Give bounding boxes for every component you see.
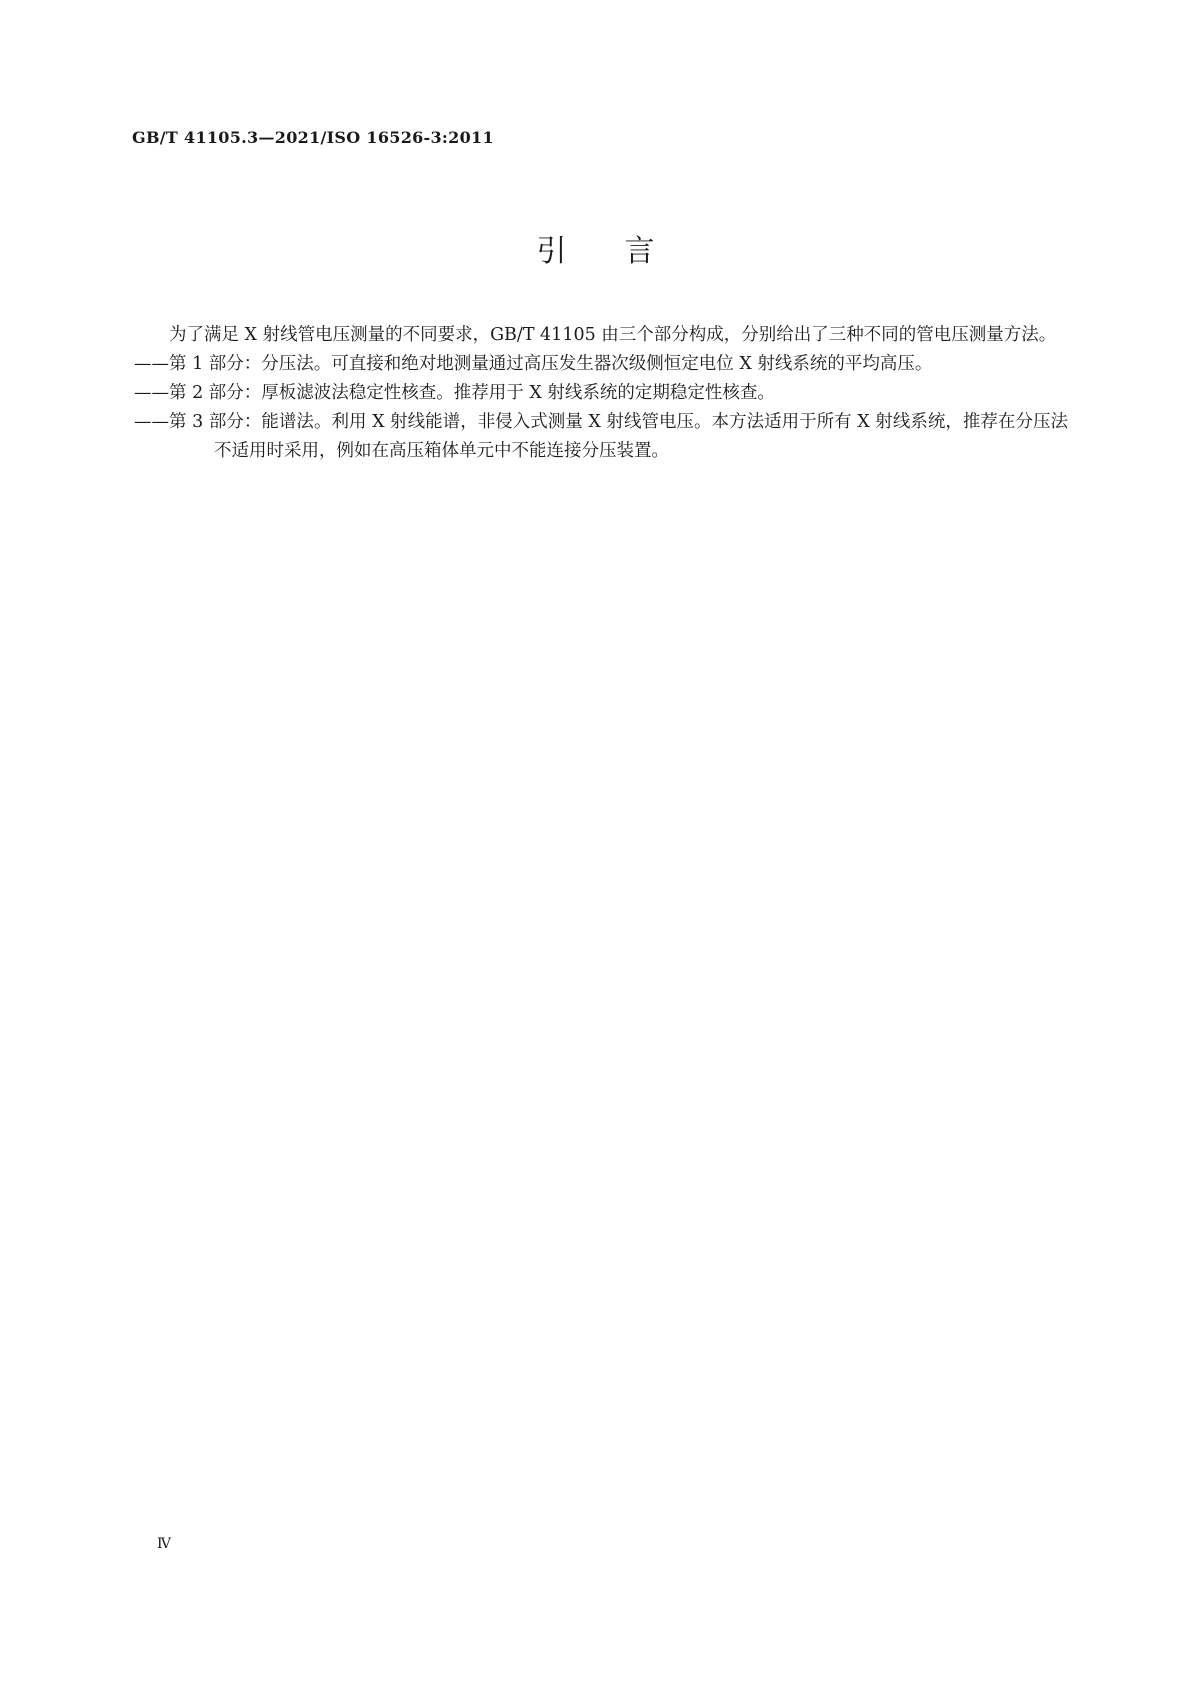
title-char-1: 引 xyxy=(536,234,567,269)
document-body xyxy=(134,321,1068,466)
list-dash: —— xyxy=(134,383,169,403)
list-item-text: 第 1 部分：分压法。可直接和绝对地测量通过高压发生器次级侧恒定电位 X 射线系统的平均高压。 xyxy=(169,354,933,374)
list-item-text: 第 2 部分：厚板滤波法稳定性核查。推荐用于 X 射线系统的定期稳定性核查。 xyxy=(169,383,775,403)
list-dash: —— xyxy=(134,412,169,432)
title-char-2: 言 xyxy=(624,234,655,269)
list-item-part-2 xyxy=(134,379,1068,408)
page-title xyxy=(0,226,1191,270)
list-item-part-1 xyxy=(134,350,1068,379)
list-item-part-3 xyxy=(134,408,1068,466)
page-number: Ⅳ xyxy=(157,1536,171,1552)
intro-paragraph: 为了满足 X 射线管电压测量的不同要求，GB/T 41105 由三个部分构成，分别给出了三种不同的管电压测量方法。 xyxy=(169,325,1057,345)
standard-code-header: GB/T 41105.3—2021/ISO 16526-3:2011 xyxy=(132,128,494,147)
list-dash: —— xyxy=(134,354,169,374)
list-item-text: 第 3 部分：能谱法。利用 X 射线能谱，非侵入式测量 X 射线管电压。本方法适用于所有 X 射线系统，推荐在分压法不适用时采用，例如在高压箱体单元中不能连接分压装置。 xyxy=(169,412,1068,461)
